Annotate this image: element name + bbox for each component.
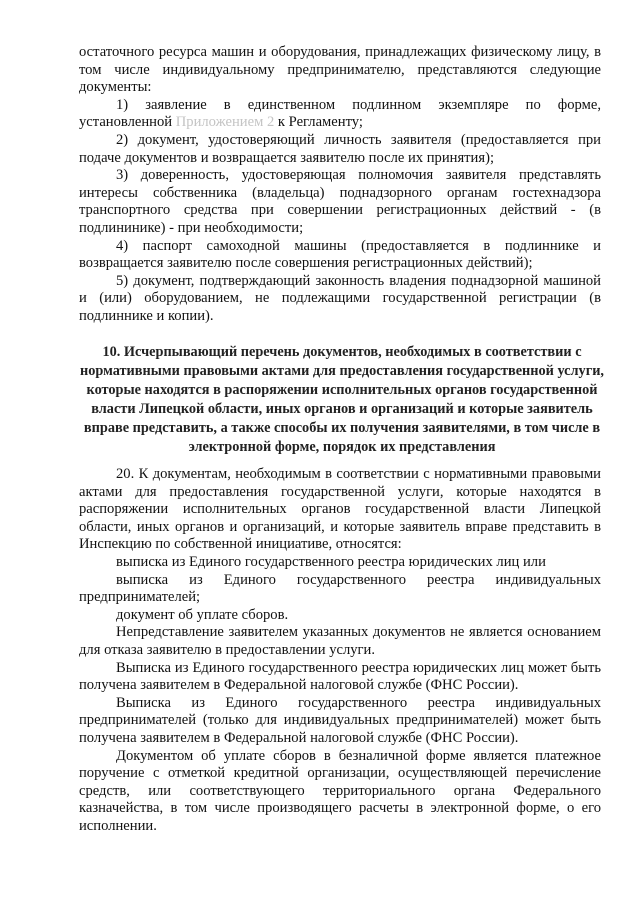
extract-legal-entities-item: выписка из Единого государственного реестра юридических лиц или — [116, 553, 546, 570]
paragraph-20: 20. К документам, необходимым в соответствии с нормативными правовыми актами для предоставления государственной услуги, которые находятся в распоряжении исполнительных органов государственной власти Липецкой области, иных органов и организаций, и которые заявитель вправе представить в Инспекцию по собственной инициативе, относятся: — [79, 466, 601, 553]
list-intro: остаточного ресурса машин и оборудования, принадлежащих физическому лицу, в том числе индивидуальному предпринимателю, представляются следующие документы: — [79, 44, 601, 96]
list-item-1-text-start: 1) заявление в единственном подлинном экземпляре по форме, установленной — [79, 96, 601, 131]
section-heading: 10. Исчерпывающий перечень документов, необходимых в соответствии с нормативными правовыми актами для предоставления государственной услуги, которые находятся в распоряжении исполнительных органов государственной власти Липецкой области, иных органов и организаций и которые заявитель вправе представить, а также способы их получения заявителями, в том числе в электронной форме, порядок их представления — [79, 344, 605, 455]
fee-document-item: документ об уплате сборов. — [116, 606, 289, 623]
list-item-3: 3) доверенность, удостоверяющая полномочия заявителя представлять интересы собственника (владельца) поднадзорного органам гостехнадзора транспортного средства при совершении регистрационных действий - (в подлининике) - при необходимости; — [79, 167, 601, 236]
extract-entrepreneurs-item: выписка из Единого государственного реестра индивидуальных предпринимателей; — [79, 571, 601, 606]
payment-document-paragraph: Документом об уплате сборов в безналичной форме является платежное поручение с отметкой кредитной организации, осуществляющей перечисление средств, или соответствующего территориального органа Федерального казначейства, в том числе производящего расчеты в электронной форме, о его исполнении. — [79, 747, 601, 834]
extract-legal-paragraph: Выписка из Единого государственного реестра юридических лиц может быть получена заявителем в Федеральной налоговой службе (ФНС России). — [79, 659, 601, 694]
list-item-4: 4) паспорт самоходной машины (предоставляется в подлиннике и возвращается заявителю после совершения регистрационных действий); — [79, 237, 601, 272]
list-item-2: 2) документ, удостоверяющий личность заявителя (предоставляется при подаче документов и возвращается заявителю после их принятия); — [79, 131, 601, 166]
appendix-reference: Приложением 2 — [175, 114, 275, 131]
list-item-5: 5) документ, подтверждающий законность владения поднадзорной машиной и (или) оборудованием, не подлежащими государственной регистрации (в подлиннике и копии). — [79, 272, 601, 324]
section-body — [79, 466, 601, 835]
list-item-1-text-end: к Регламенту; — [274, 114, 363, 131]
list-item-1 — [79, 97, 601, 132]
non-submission-paragraph: Непредставление заявителем указанных документов не является основанием для отказа заявителю в предоставлении услуги. — [79, 624, 601, 658]
extract-entrepreneurs-paragraph: Выписка из Единого государственного реестра индивидуальных предпринимателей (только для индивидуальных предпринимателей) может быть получена заявителем в Федеральной налоговой службе (ФНС России). — [79, 694, 601, 746]
document-list-section — [79, 44, 601, 326]
